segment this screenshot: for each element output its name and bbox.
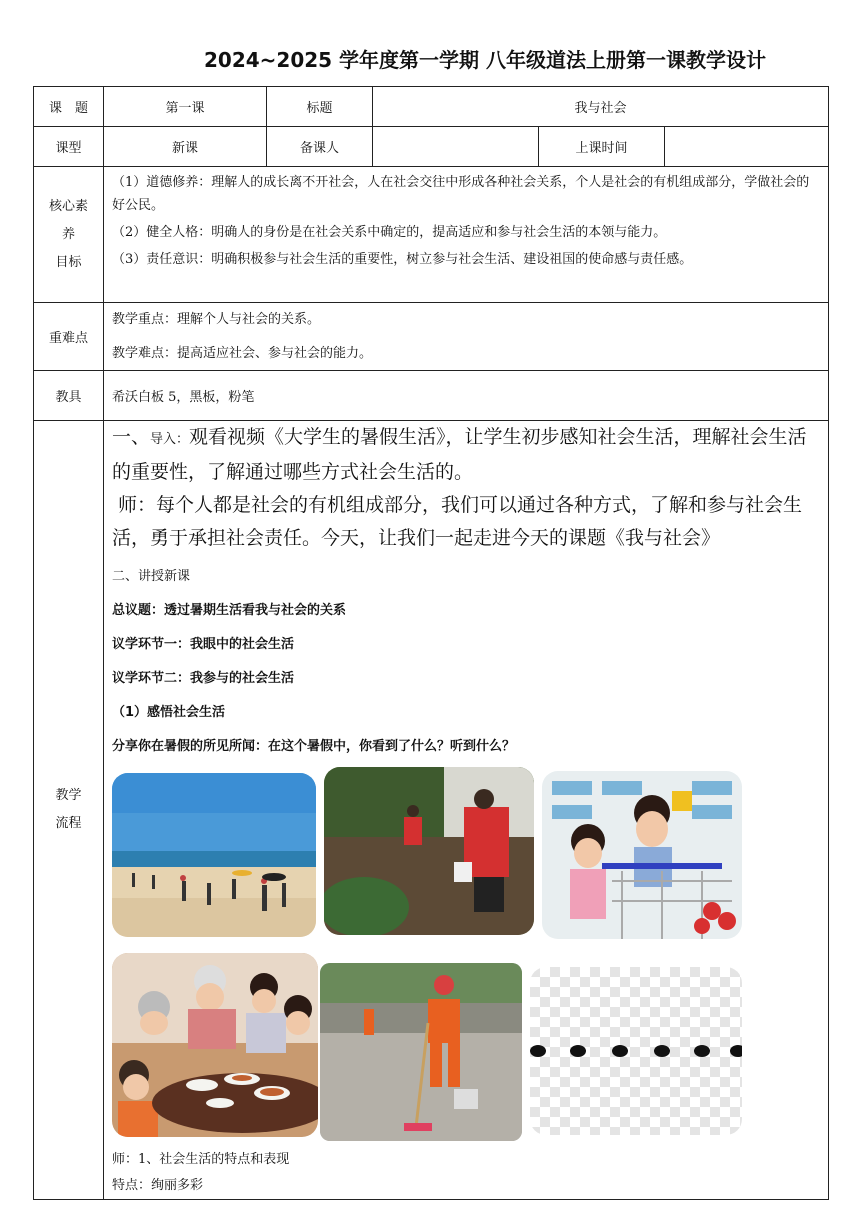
page-title: 2024~2025 学年度第一学期 八年级道法上册第一课教学设计: [203, 48, 766, 72]
preparer-label: 备课人: [267, 127, 373, 167]
feature-text: 特点：绚丽多彩: [112, 1178, 204, 1193]
time-label: 上课时间: [539, 127, 665, 167]
row-core: [34, 167, 829, 303]
title-label: 标题: [267, 87, 373, 127]
lesson-plan-table: [33, 86, 829, 1200]
key-points: [104, 303, 829, 371]
family-dinner-photo: [112, 953, 318, 1137]
street-cleaner-photo: [320, 963, 522, 1141]
lesson-label: 课 题: [34, 87, 104, 127]
teacher-question: 师：1、社会生活的特点和表现: [112, 1152, 290, 1167]
placeholder-photo: [530, 967, 742, 1135]
main-topic: 总议题：透过暑期生活看我与社会的关系: [112, 603, 347, 618]
goal-item: （3）责任意识：明确积极参与社会生活的重要性，树立参与社会生活、建设祖国的使命感与责任感。: [112, 252, 693, 267]
type-label: 课型: [34, 127, 104, 167]
core-label: [34, 167, 104, 303]
photo-grid: [112, 767, 822, 1147]
title-value: 我与社会: [373, 87, 829, 127]
intro-heading: 导入：: [150, 432, 190, 447]
row-tools: [34, 371, 829, 421]
goal-item: （2）健全人格：明确人的身份是在社会关系中确定的，提高适应和参与社会生活的本领与能力。: [112, 225, 667, 240]
intro-number: 一、: [112, 426, 151, 448]
supermarket-photo: [542, 771, 742, 939]
sub-heading: （1）感悟社会生活: [112, 705, 226, 720]
flow-label: [34, 421, 104, 1200]
volunteers-photo: [324, 767, 534, 935]
step-one: 议学环节一：我眼中的社会生活: [112, 637, 295, 652]
intro-text: 观看视频《大学生的暑假生活》，让学生初步感知社会生活，理解社会生活的重要性，了解通过哪些方式社会生活的。: [112, 426, 807, 483]
flow-label-line: 流程: [55, 816, 82, 831]
row-type: [34, 127, 829, 167]
core-label-line: 养: [61, 226, 75, 242]
lesson-value: 第一课: [104, 87, 267, 127]
flow-content: [104, 421, 829, 1200]
beach-photo: [112, 773, 316, 937]
row-key: [34, 303, 829, 371]
flow-label-line: 教学: [55, 788, 82, 803]
step-two: 议学环节二：我参与的社会生活: [112, 671, 295, 686]
teacher-paragraph: 师：每个人都是社会的有机组成部分，我们可以通过各种方式，了解和参与社会生活，勇于承担社会责任。今天，让我们一起走进今天的课题《我与社会》: [112, 494, 803, 549]
core-label-line: 核心素: [48, 198, 88, 214]
share-prompt: 分享你在暑假的所见所闻：在这个暑假中，你看到了什么？听到什么？: [112, 739, 516, 754]
intro-paragraph: [112, 421, 822, 489]
key-label: 重难点: [34, 303, 104, 371]
preparer-value: [373, 127, 539, 167]
row-flow: [34, 421, 829, 1200]
key-focus: 教学重点：理解个人与社会的关系。: [112, 311, 321, 327]
tools-value: 希沃白板 5，黑板，粉笔: [104, 371, 829, 421]
section-heading: 二、讲授新课: [112, 569, 191, 584]
key-difficulty: 教学难点：提高适应社会、参与社会的能力。: [112, 345, 373, 361]
core-goals: [104, 167, 829, 303]
core-label-line: 目标: [55, 254, 82, 270]
row-lesson: [34, 87, 829, 127]
type-value: 新课: [104, 127, 267, 167]
time-value: [665, 127, 829, 167]
goal-item: （1）道德修养：理解人的成长离不开社会，人在社会交往中形成各种社会关系，个人是社会的有机组成部分，学做社会的好公民。: [112, 175, 810, 213]
tools-label: 教具: [34, 371, 104, 421]
